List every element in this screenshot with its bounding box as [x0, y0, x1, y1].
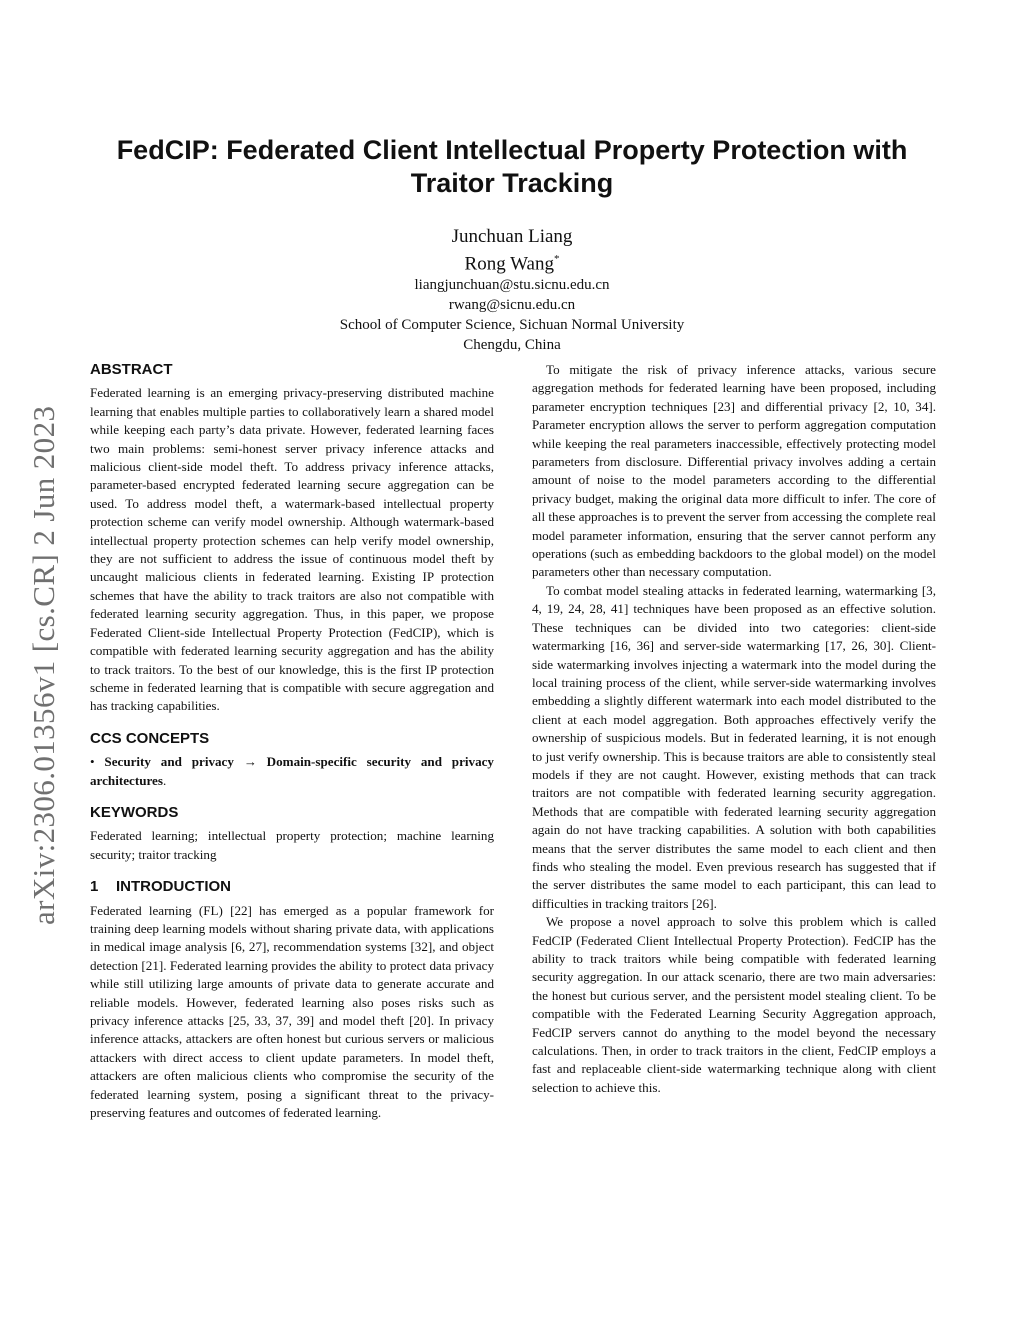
intro-paragraph: We propose a novel approach to solve this problem which is called FedCIP (Federated Client Intellectual Property Protection). FedCIP has the ability to track traitors while being compatible with federated learning security aggregation. In our attack scenario, there are two main adversaries: the honest but curious server, and the persistent model stealing client. To be compatible with the Federated Learning Security Aggregation approach, FedCIP servers cannot do anything to the model beyond the necessary calculations. Then, in order to track traitors in the client, FedCIP employs a fast and replaceable client-side watermarking technique along with client selection to achieve this.: [532, 914, 936, 1095]
abstract-heading: ABSTRACT: [90, 361, 173, 378]
keywords-heading: KEYWORDS: [90, 803, 179, 821]
paper-header: [0, 134, 1024, 355]
ccs-arrow: →: [243, 754, 257, 770]
paper-title: FedCIP: Federated Client Intellectual Property Protection with Traitor Tracking: [116, 135, 908, 198]
author-institution: School of Computer Science, Sichuan Normal University: [339, 317, 685, 334]
intro-paragraph: To mitigate the risk of privacy inference attacks, various secure aggregation methods for federated learning have been proposed, including parameter encryption techniques [23] and differential privacy [2, 10, 34]. Parameter encryption allows the server to perform aggregation computation while keeping the real parameters inaccessible, effectively protecting model parameters from disclosure. Differential privacy involves adding a certain amount of noise to the model parameters according to the differential privacy budget, making the original data more difficult to infer. The core of all these approaches is to prevent the server from accessing the complete real model parameter information, ensuring that the server cannot perform any operations (such as embedding backdoors to the global model) on the model parameters other than necessary computation.: [532, 362, 936, 580]
ccs-subconcept: Domain-specific security and privacy architectures: [90, 754, 494, 788]
keywords-text: Federated learning; intellectual property protection; machine learning security; traitor tracking: [90, 828, 494, 862]
abstract-text: Federated learning is an emerging privacy-preserving distributed machine learning that enables multiple parties to collaboratively learn a shared model while keeping each party’s data private. However, federated learning faces two main problems: semi-honest server privacy inference attacks and malicious client-side model theft. To address privacy inference attacks, parameter-based encrypted federated learning secure aggregation can be used. To address model theft, a watermark-based intellectual property protection scheme can verify model ownership. Although watermark-based intellectual property protection schemes can help verify model ownership, they are not sufficient to address the issue of continuous model theft by uncaught malicious clients in federated learning. Existing IP protection schemes that have the ability to track traitors are also not compatible with federated learning security aggregation. Thus, in this paper, we propose Federated Client-side Intellectual Property Protection (FedCIP), which is compatible with federated learning security aggregation and has the ability to track traitors. To the best of our knowledge, this is the first IP protection scheme in federated learning that is compatible with secure aggregation and has tracking capabilities.: [90, 385, 494, 714]
ccs-period: .: [162, 772, 167, 788]
section-number: 1: [90, 878, 99, 896]
left-column: [90, 361, 494, 1122]
author-name: Rong Wang: [464, 253, 554, 275]
corresponding-author-mark: *: [553, 253, 560, 265]
author-name: Junchuan Liang: [451, 226, 573, 247]
ccs-bullet: •: [90, 754, 95, 770]
right-column: [532, 361, 936, 1097]
intro-paragraph: Federated learning (FL) [22] has emerged as a popular framework for training deep learning models without sharing private data, with applications in medical image analysis [6, 27], recommendation systems [32], and object detection [21]. Federated learning provides the ability to protect data privacy while still utilizing large amounts of private data to generate accurate and reliable models. However, federated learning also poses risks such as privacy inference attacks [25, 33, 37, 39] and model theft [20]. In privacy inference attacks, attackers are often honest but curious servers or malicious attackers with direct access to client update parameters. In model theft, attackers are often malicious clients who compromise the security of the federated learning system, posing a significant threat to the privacy-preserving features and outcomes of federated learning.: [90, 902, 494, 1121]
arxiv-identifier: arXiv:2306.01356v1 [cs.CR] 2 Jun 2023: [26, 405, 61, 925]
author-email: liangjunchuan@stu.sicnu.edu.cn: [414, 277, 610, 294]
author-location: Chengdu, China: [463, 337, 561, 354]
author-name-corresponding: [0, 248, 1024, 275]
intro-paragraph: To combat model stealing attacks in federated learning, watermarking [3, 4, 19, 24, 28, 41] techniques have been proposed as an effective solution. These techniques can be divided into two categories: client-side watermarking [16, 36] and server-side watermarking [17, 26, 30]. Client-side watermarking involves injecting a watermark into the model during the local training process of the client, while server-side watermarking involves embedding a slightly different watermark into each model distributed to the client at each model aggregation. Both approaches effectively verify the ownership of suspicious models. But in federated learning, it is not enough to just verify ownership. This is because traitors are able to consistently steal models if they are not caught. However, existing methods that can track traitors are not compatible with federated learning security aggregation. Methods that are compatible with federated learning security aggregation again do not have tracking capabilities. A solution with both capabilities means that the server distributes the same model to each client and then finds who stealing the model. Even previous research has suggested that if the server distributes the same model to each participant, this can lead to difficulties in tracking traitors [26].: [532, 582, 936, 911]
ccs-concepts-heading: CCS CONCEPTS: [90, 729, 210, 747]
author-email: rwang@sicnu.edu.cn: [448, 297, 576, 314]
ccs-concept: Security and privacy: [104, 754, 234, 770]
introduction-heading: [90, 878, 494, 896]
section-title: INTRODUCTION: [116, 878, 231, 896]
ccs-concepts-text: [90, 753, 494, 790]
